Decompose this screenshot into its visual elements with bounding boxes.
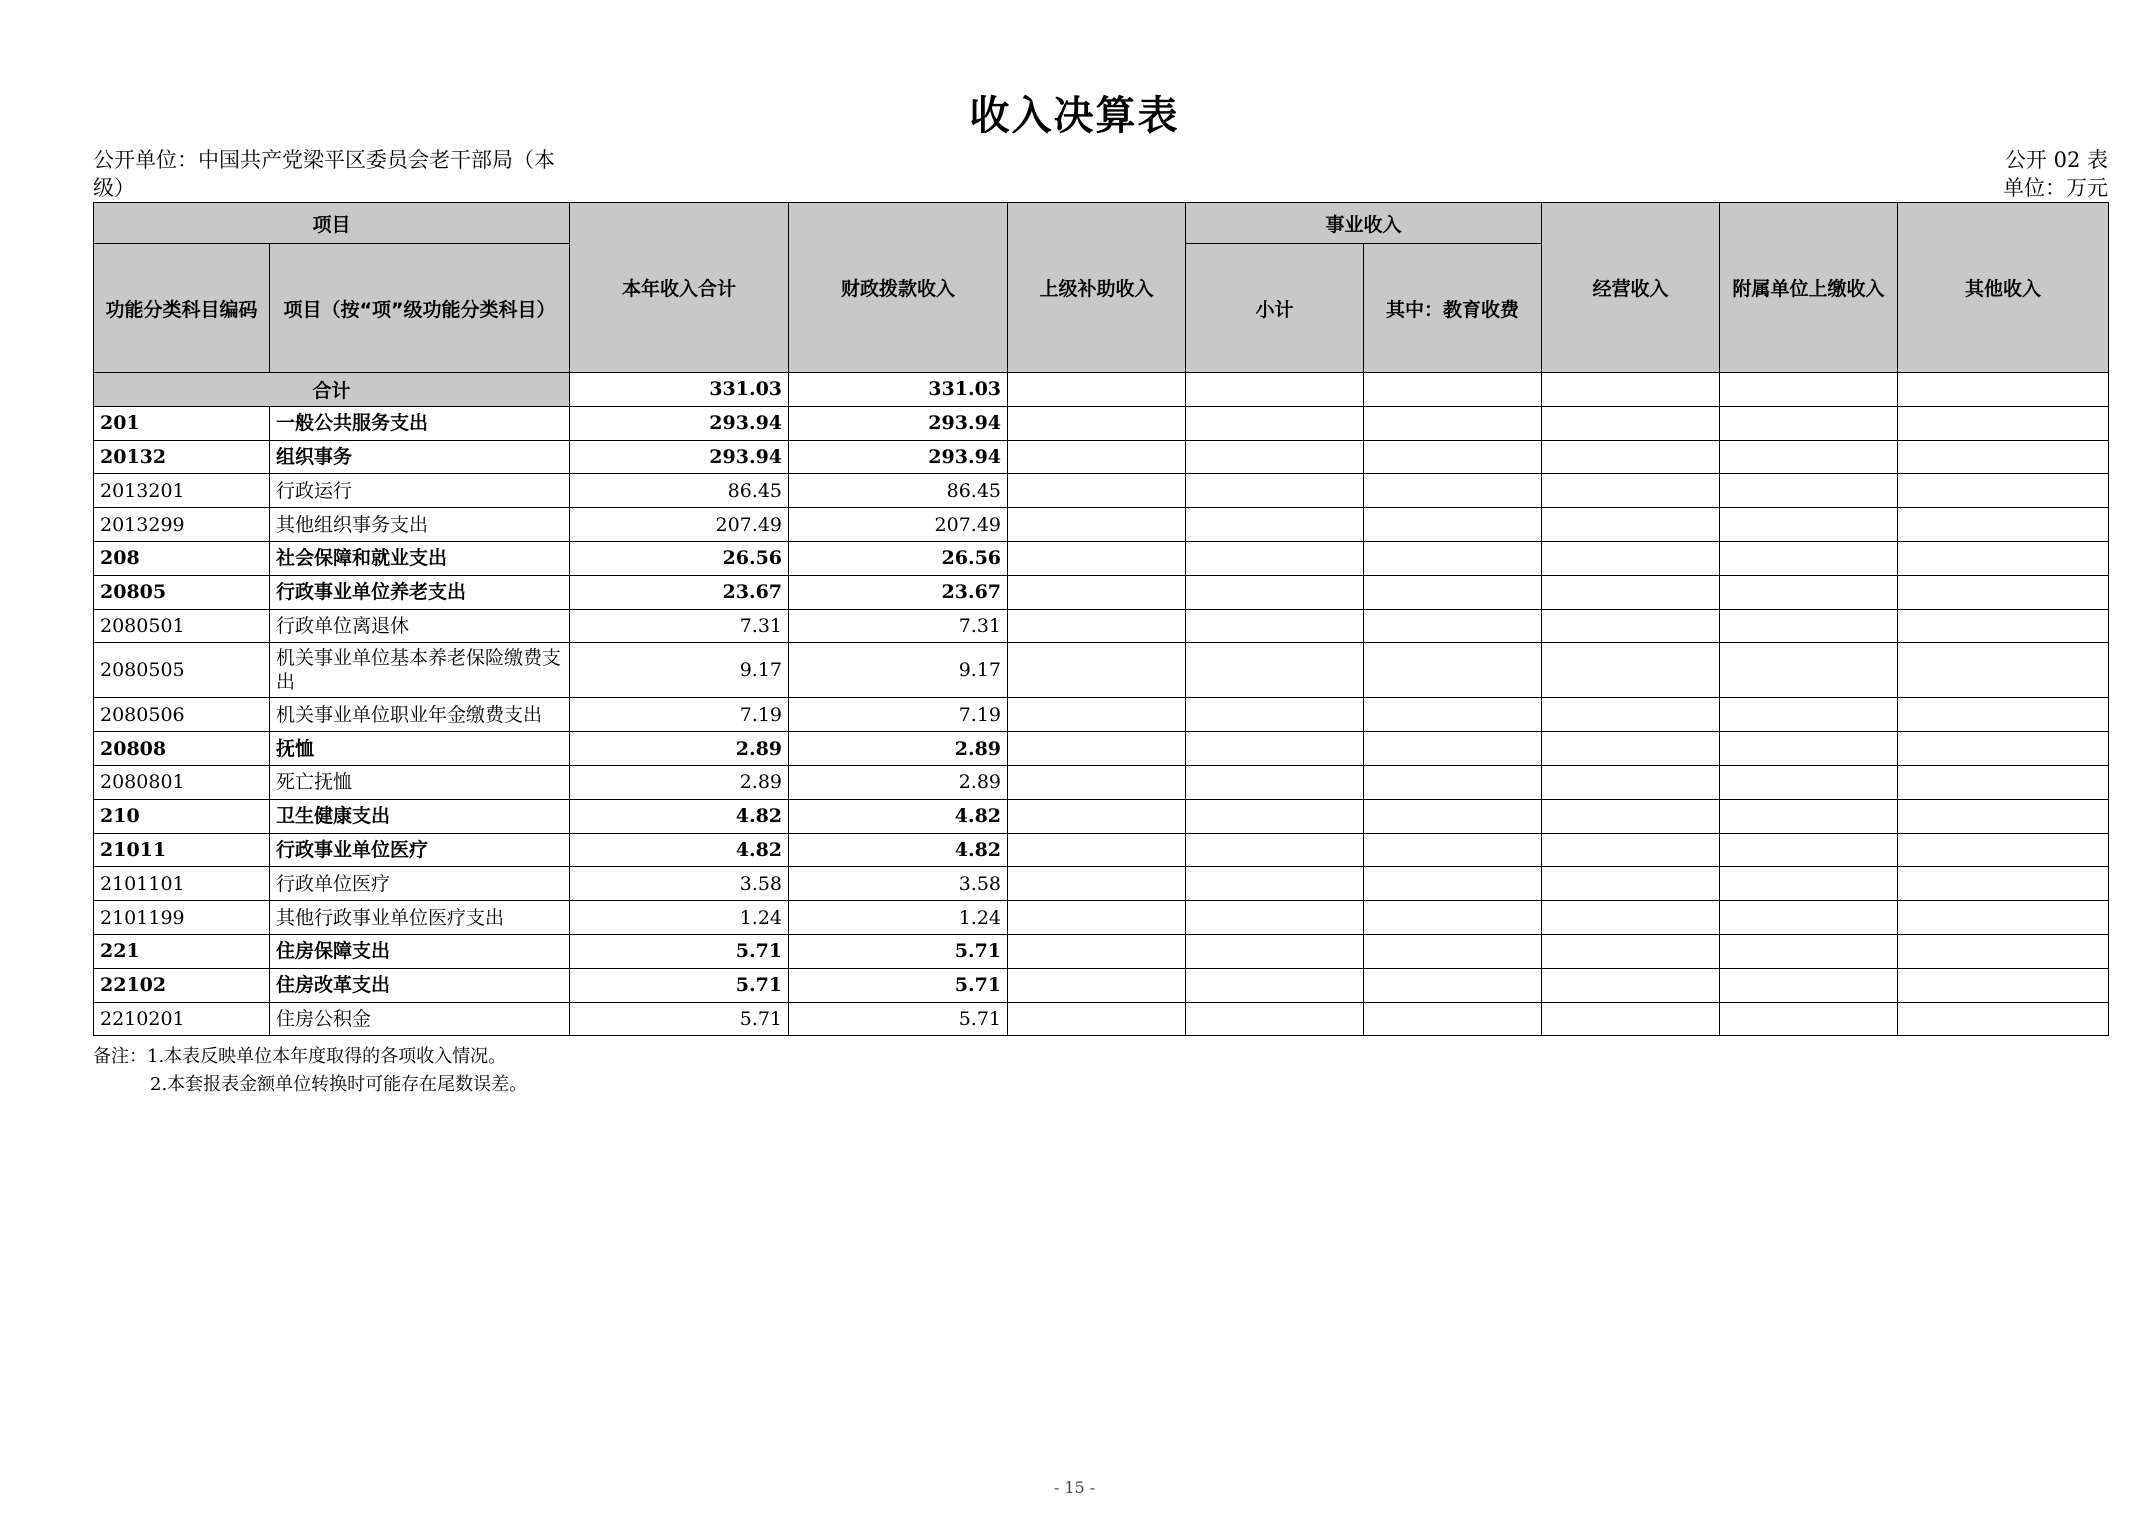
- empty-cell: [1186, 698, 1364, 732]
- row-code: 2210201: [94, 1002, 270, 1036]
- header-item-name: 项目（按“项”级功能分类科目）: [270, 244, 570, 373]
- empty-cell: [1898, 440, 2109, 474]
- header-subtotal: 小计: [1186, 244, 1364, 373]
- header-superior: 上级补助收入: [1008, 203, 1186, 373]
- empty-cell: [1720, 934, 1898, 968]
- header-total: 本年收入合计: [570, 203, 789, 373]
- empty-cell: [1542, 541, 1720, 575]
- empty-cell: [1364, 698, 1542, 732]
- row-code: 2080501: [94, 609, 270, 643]
- empty-cell: [1898, 541, 2109, 575]
- header-item-group: 项目: [94, 203, 570, 244]
- empty-cell: [1542, 799, 1720, 833]
- empty-cell: [1364, 643, 1542, 698]
- empty-cell: [1008, 406, 1186, 440]
- row-code: 2013201: [94, 474, 270, 508]
- empty-cell: [1186, 765, 1364, 799]
- row-fiscal: 7.31: [789, 609, 1008, 643]
- row-name: 一般公共服务支出: [270, 406, 570, 440]
- empty-cell: [1008, 901, 1186, 935]
- income-table: [93, 202, 2109, 1036]
- empty-cell: [1542, 833, 1720, 867]
- empty-cell: [1542, 732, 1720, 766]
- empty-cell: [1720, 833, 1898, 867]
- header-other: 其他收入: [1898, 203, 2109, 373]
- empty-cell: [1720, 799, 1898, 833]
- row-total: 23.67: [570, 575, 789, 609]
- row-name: 其他组织事务支出: [270, 508, 570, 542]
- empty-cell: [1186, 406, 1364, 440]
- table-row: [94, 833, 2109, 867]
- empty-cell: [1186, 867, 1364, 901]
- row-total: 4.82: [570, 833, 789, 867]
- empty-cell: [1186, 799, 1364, 833]
- row-code: 20805: [94, 575, 270, 609]
- header-fiscal: 财政拨款收入: [789, 203, 1008, 373]
- empty-cell: [1008, 508, 1186, 542]
- empty-cell: [1364, 833, 1542, 867]
- row-code: 20132: [94, 440, 270, 474]
- empty-cell: [1898, 609, 2109, 643]
- empty-cell: [1186, 541, 1364, 575]
- empty-cell: [1898, 968, 2109, 1002]
- empty-cell: [1364, 867, 1542, 901]
- empty-cell: [1542, 643, 1720, 698]
- empty-cell: [1186, 508, 1364, 542]
- row-total: 2.89: [570, 732, 789, 766]
- empty-cell: [1542, 968, 1720, 1002]
- empty-cell: [1720, 698, 1898, 732]
- row-fiscal: 9.17: [789, 643, 1008, 698]
- footnote-1: 备注：1.本表反映单位本年度取得的各项收入情况。: [93, 1046, 507, 1067]
- empty-cell: [1008, 698, 1186, 732]
- empty-cell: [1008, 732, 1186, 766]
- row-name: 机关事业单位职业年金缴费支出: [270, 698, 570, 732]
- table-row: [94, 765, 2109, 799]
- table-row: [94, 732, 2109, 766]
- header-education: 其中：教育收费: [1364, 244, 1542, 373]
- empty-cell: [1186, 643, 1364, 698]
- empty-cell: [1542, 575, 1720, 609]
- row-fiscal: 7.19: [789, 698, 1008, 732]
- empty-cell: [1898, 1002, 2109, 1036]
- row-total: 3.58: [570, 867, 789, 901]
- empty-cell: [1898, 901, 2109, 935]
- empty-cell: [1186, 901, 1364, 935]
- table-row: [94, 541, 2109, 575]
- row-total: 9.17: [570, 643, 789, 698]
- empty-cell: [1008, 833, 1186, 867]
- empty-cell: [1542, 609, 1720, 643]
- empty-cell: [1364, 765, 1542, 799]
- row-total: 26.56: [570, 541, 789, 575]
- table-row: [94, 698, 2109, 732]
- empty-cell: [1364, 901, 1542, 935]
- empty-cell: [1186, 732, 1364, 766]
- empty-cell: [1364, 440, 1542, 474]
- header-operating: 经营收入: [1542, 203, 1720, 373]
- page-title: 收入决算表: [969, 92, 1180, 139]
- sum-total: 331.03: [570, 373, 789, 407]
- footnotes: [93, 1043, 527, 1099]
- row-code: 2013299: [94, 508, 270, 542]
- empty-cell: [1720, 1002, 1898, 1036]
- empty-cell: [1720, 867, 1898, 901]
- empty-cell: [1186, 440, 1364, 474]
- empty-cell: [1186, 609, 1364, 643]
- empty-cell: [1542, 765, 1720, 799]
- row-code: 2101101: [94, 867, 270, 901]
- empty-cell: [1364, 609, 1542, 643]
- empty-cell: [1542, 867, 1720, 901]
- money-unit: 单位：万元: [2003, 176, 2108, 200]
- row-name: 住房改革支出: [270, 968, 570, 1002]
- table-row: [94, 643, 2109, 698]
- empty-cell: [1898, 698, 2109, 732]
- row-name: 住房公积金: [270, 1002, 570, 1036]
- empty-cell: [1186, 833, 1364, 867]
- row-code: 21011: [94, 833, 270, 867]
- empty-cell: [1542, 440, 1720, 474]
- empty-cell: [1720, 901, 1898, 935]
- row-code: 201: [94, 406, 270, 440]
- table-row: [94, 867, 2109, 901]
- table-row: [94, 474, 2109, 508]
- empty-cell: [1720, 508, 1898, 542]
- row-name: 卫生健康支出: [270, 799, 570, 833]
- row-code: 2080801: [94, 765, 270, 799]
- row-name: 行政单位离退休: [270, 609, 570, 643]
- empty-cell: [1186, 575, 1364, 609]
- empty-cell: [1898, 867, 2109, 901]
- row-code: 208: [94, 541, 270, 575]
- row-fiscal: 5.71: [789, 968, 1008, 1002]
- empty-cell: [1542, 1002, 1720, 1036]
- table-row: [94, 575, 2109, 609]
- row-fiscal: 86.45: [789, 474, 1008, 508]
- empty-cell: [1364, 799, 1542, 833]
- empty-cell: [1008, 968, 1186, 1002]
- empty-cell: [1008, 765, 1186, 799]
- row-total: 4.82: [570, 799, 789, 833]
- sum-fiscal: 331.03: [789, 373, 1008, 407]
- empty-cell: [1898, 508, 2109, 542]
- empty-cell: [1720, 765, 1898, 799]
- row-total: 7.19: [570, 698, 789, 732]
- row-name: 社会保障和就业支出: [270, 541, 570, 575]
- row-fiscal: 207.49: [789, 508, 1008, 542]
- row-fiscal: 26.56: [789, 541, 1008, 575]
- row-fiscal: 5.71: [789, 1002, 1008, 1036]
- table-row: [94, 799, 2109, 833]
- row-fiscal: 4.82: [789, 799, 1008, 833]
- row-code: 22102: [94, 968, 270, 1002]
- empty-cell: [1364, 732, 1542, 766]
- empty-cell: [1898, 833, 2109, 867]
- empty-cell: [1008, 440, 1186, 474]
- row-total: 293.94: [570, 440, 789, 474]
- row-fiscal: 3.58: [789, 867, 1008, 901]
- empty-cell: [1898, 643, 2109, 698]
- row-total: 293.94: [570, 406, 789, 440]
- row-fiscal: 293.94: [789, 440, 1008, 474]
- empty-cell: [1720, 440, 1898, 474]
- empty-cell: [1364, 575, 1542, 609]
- table-row: [94, 934, 2109, 968]
- row-name: 其他行政事业单位医疗支出: [270, 901, 570, 935]
- empty-cell: [1186, 934, 1364, 968]
- empty-cell: [1364, 541, 1542, 575]
- empty-cell: [1898, 474, 2109, 508]
- row-total: 5.71: [570, 968, 789, 1002]
- empty-cell: [1720, 575, 1898, 609]
- row-name: 行政运行: [270, 474, 570, 508]
- empty-cell: [1720, 732, 1898, 766]
- header-business-group: 事业收入: [1186, 203, 1542, 244]
- row-code: 2101199: [94, 901, 270, 935]
- row-fiscal: 5.71: [789, 934, 1008, 968]
- empty-cell: [1898, 732, 2109, 766]
- empty-cell: [1186, 1002, 1364, 1036]
- header-affiliated: 附属单位上缴收入: [1720, 203, 1898, 373]
- row-name: 行政单位医疗: [270, 867, 570, 901]
- empty-cell: [1542, 474, 1720, 508]
- row-total: 86.45: [570, 474, 789, 508]
- row-fiscal: 4.82: [789, 833, 1008, 867]
- row-code: 2080505: [94, 643, 270, 698]
- empty-cell: [1008, 575, 1186, 609]
- empty-cell: [1008, 609, 1186, 643]
- row-name: 住房保障支出: [270, 934, 570, 968]
- table-row: [94, 508, 2109, 542]
- empty-cell: [1364, 406, 1542, 440]
- empty-cell: [1720, 541, 1898, 575]
- empty-cell: [1898, 799, 2109, 833]
- empty-cell: [1186, 474, 1364, 508]
- row-total: 5.71: [570, 934, 789, 968]
- empty-cell: [1008, 474, 1186, 508]
- empty-cell: [1720, 609, 1898, 643]
- empty-cell: [1008, 1002, 1186, 1036]
- row-total: 1.24: [570, 901, 789, 935]
- row-fiscal: 293.94: [789, 406, 1008, 440]
- row-total: 7.31: [570, 609, 789, 643]
- empty-cell: [1898, 934, 2109, 968]
- empty-cell: [1008, 867, 1186, 901]
- reporting-unit: 公开单位：中国共产党梁平区委员会老干部局（本级）: [93, 148, 555, 200]
- table-row: [94, 440, 2109, 474]
- empty-cell: [1542, 406, 1720, 440]
- row-fiscal: 2.89: [789, 765, 1008, 799]
- page-number: - 15 -: [1053, 1478, 1096, 1497]
- row-fiscal: 2.89: [789, 732, 1008, 766]
- empty-cell: [1542, 901, 1720, 935]
- header-func-code: 功能分类科目编码: [94, 244, 270, 373]
- empty-cell: [1186, 968, 1364, 1002]
- empty-cell: [1364, 1002, 1542, 1036]
- sum-label: 合计: [94, 373, 570, 407]
- row-name: 行政事业单位养老支出: [270, 575, 570, 609]
- table-row: [94, 901, 2109, 935]
- row-name: 行政事业单位医疗: [270, 833, 570, 867]
- empty-cell: [1720, 968, 1898, 1002]
- row-code: 20808: [94, 732, 270, 766]
- row-name: 机关事业单位基本养老保险缴费支出: [270, 643, 570, 698]
- empty-cell: [1720, 643, 1898, 698]
- empty-cell: [1364, 474, 1542, 508]
- row-fiscal: 1.24: [789, 901, 1008, 935]
- sum-row: [94, 373, 2109, 407]
- empty-cell: [1542, 698, 1720, 732]
- empty-cell: [1008, 799, 1186, 833]
- row-fiscal: 23.67: [789, 575, 1008, 609]
- table-row: [94, 968, 2109, 1002]
- table-row: [94, 1002, 2109, 1036]
- empty-cell: [1008, 643, 1186, 698]
- empty-cell: [1720, 406, 1898, 440]
- empty-cell: [1898, 765, 2109, 799]
- form-number: 公开 02 表: [2004, 148, 2108, 172]
- row-code: 221: [94, 934, 270, 968]
- row-total: 5.71: [570, 1002, 789, 1036]
- row-total: 207.49: [570, 508, 789, 542]
- empty-cell: [1008, 934, 1186, 968]
- footnote-2: 2.本套报表金额单位转换时可能存在尾数误差。: [150, 1074, 528, 1095]
- empty-cell: [1542, 934, 1720, 968]
- empty-cell: [1720, 474, 1898, 508]
- row-code: 2080506: [94, 698, 270, 732]
- table-row: [94, 609, 2109, 643]
- table-row: [94, 406, 2109, 440]
- row-name: 死亡抚恤: [270, 765, 570, 799]
- row-code: 210: [94, 799, 270, 833]
- empty-cell: [1364, 968, 1542, 1002]
- empty-cell: [1364, 934, 1542, 968]
- empty-cell: [1008, 541, 1186, 575]
- empty-cell: [1898, 406, 2109, 440]
- empty-cell: [1898, 575, 2109, 609]
- row-total: 2.89: [570, 765, 789, 799]
- row-name: 组织事务: [270, 440, 570, 474]
- row-name: 抚恤: [270, 732, 570, 766]
- empty-cell: [1364, 508, 1542, 542]
- empty-cell: [1542, 508, 1720, 542]
